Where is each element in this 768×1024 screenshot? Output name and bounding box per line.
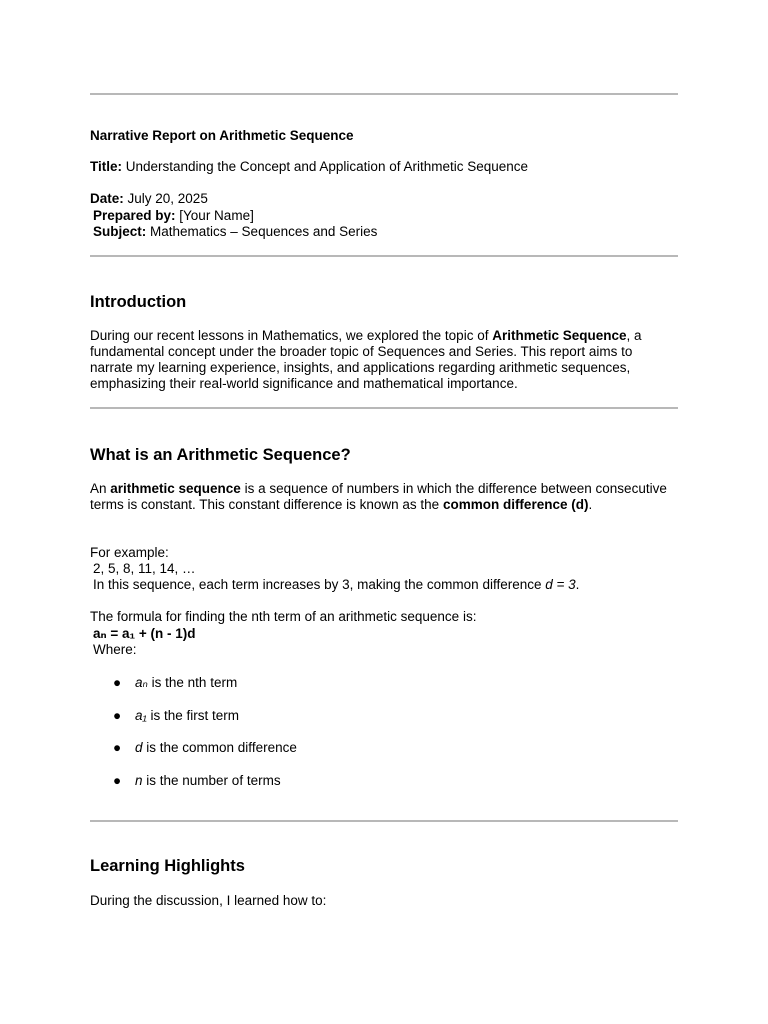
date-label: Date: — [90, 191, 124, 206]
prepared-label: Prepared by: — [93, 208, 176, 223]
example-explanation: In this sequence, each term increases by 3, making the common difference d = 3. — [93, 577, 580, 592]
subject-line — [90, 224, 681, 240]
introduction-paragraph: During our recent lessons in Mathematics, we explored the topic of Arithmetic Sequence, a fundamental concept under the broader topic of Sequences and Series. This report aims to narrate my learning experience, insights, and applications regarding arithmetic sequences, emphasizing their real-world significance and mathematical importance. — [90, 328, 642, 391]
formula-intro: The formula for finding the nth term of an arithmetic sequence is: — [90, 609, 477, 624]
horizontal-rule — [90, 255, 678, 257]
date-value: July 20, 2025 — [123, 191, 208, 206]
title-line — [90, 159, 678, 175]
title-value: Understanding the Concept and Application of Arithmetic Sequence — [122, 159, 529, 174]
highlights-intro: During the discussion, I learned how to: — [90, 893, 327, 908]
bullet-icon: ● — [113, 740, 122, 755]
document-title: Narrative Report on Arithmetic Sequence — [90, 128, 354, 143]
horizontal-rule — [90, 820, 678, 822]
highlights-heading: Learning Highlights — [90, 857, 245, 875]
subject-value: Mathematics – Sequences and Series — [146, 224, 378, 239]
prepared-value: [Your Name] — [175, 208, 254, 223]
horizontal-rule — [90, 407, 678, 409]
definition-paragraph: An arithmetic sequence is a sequence of numbers in which the difference between consecutive terms is constant. This constant difference is known as the common difference (d). — [90, 481, 667, 512]
where-label: Where: — [93, 642, 137, 657]
subject-label: Subject: — [93, 224, 147, 239]
title-label: Title: — [90, 159, 123, 174]
example-intro: For example: — [90, 545, 169, 560]
bullet-icon: ● — [113, 708, 122, 723]
bullet-icon: ● — [113, 675, 122, 690]
bullet-icon: ● — [113, 773, 122, 788]
definition-heading: What is an Arithmetic Sequence? — [90, 446, 351, 464]
formula: aₙ = a₁ + (n - 1)d — [93, 626, 196, 641]
horizontal-rule — [90, 93, 678, 95]
prepared-by-line — [90, 208, 681, 224]
example-sequence: 2, 5, 8, 11, 14, … — [93, 561, 196, 576]
introduction-heading: Introduction — [90, 293, 187, 311]
date-line — [90, 191, 678, 207]
